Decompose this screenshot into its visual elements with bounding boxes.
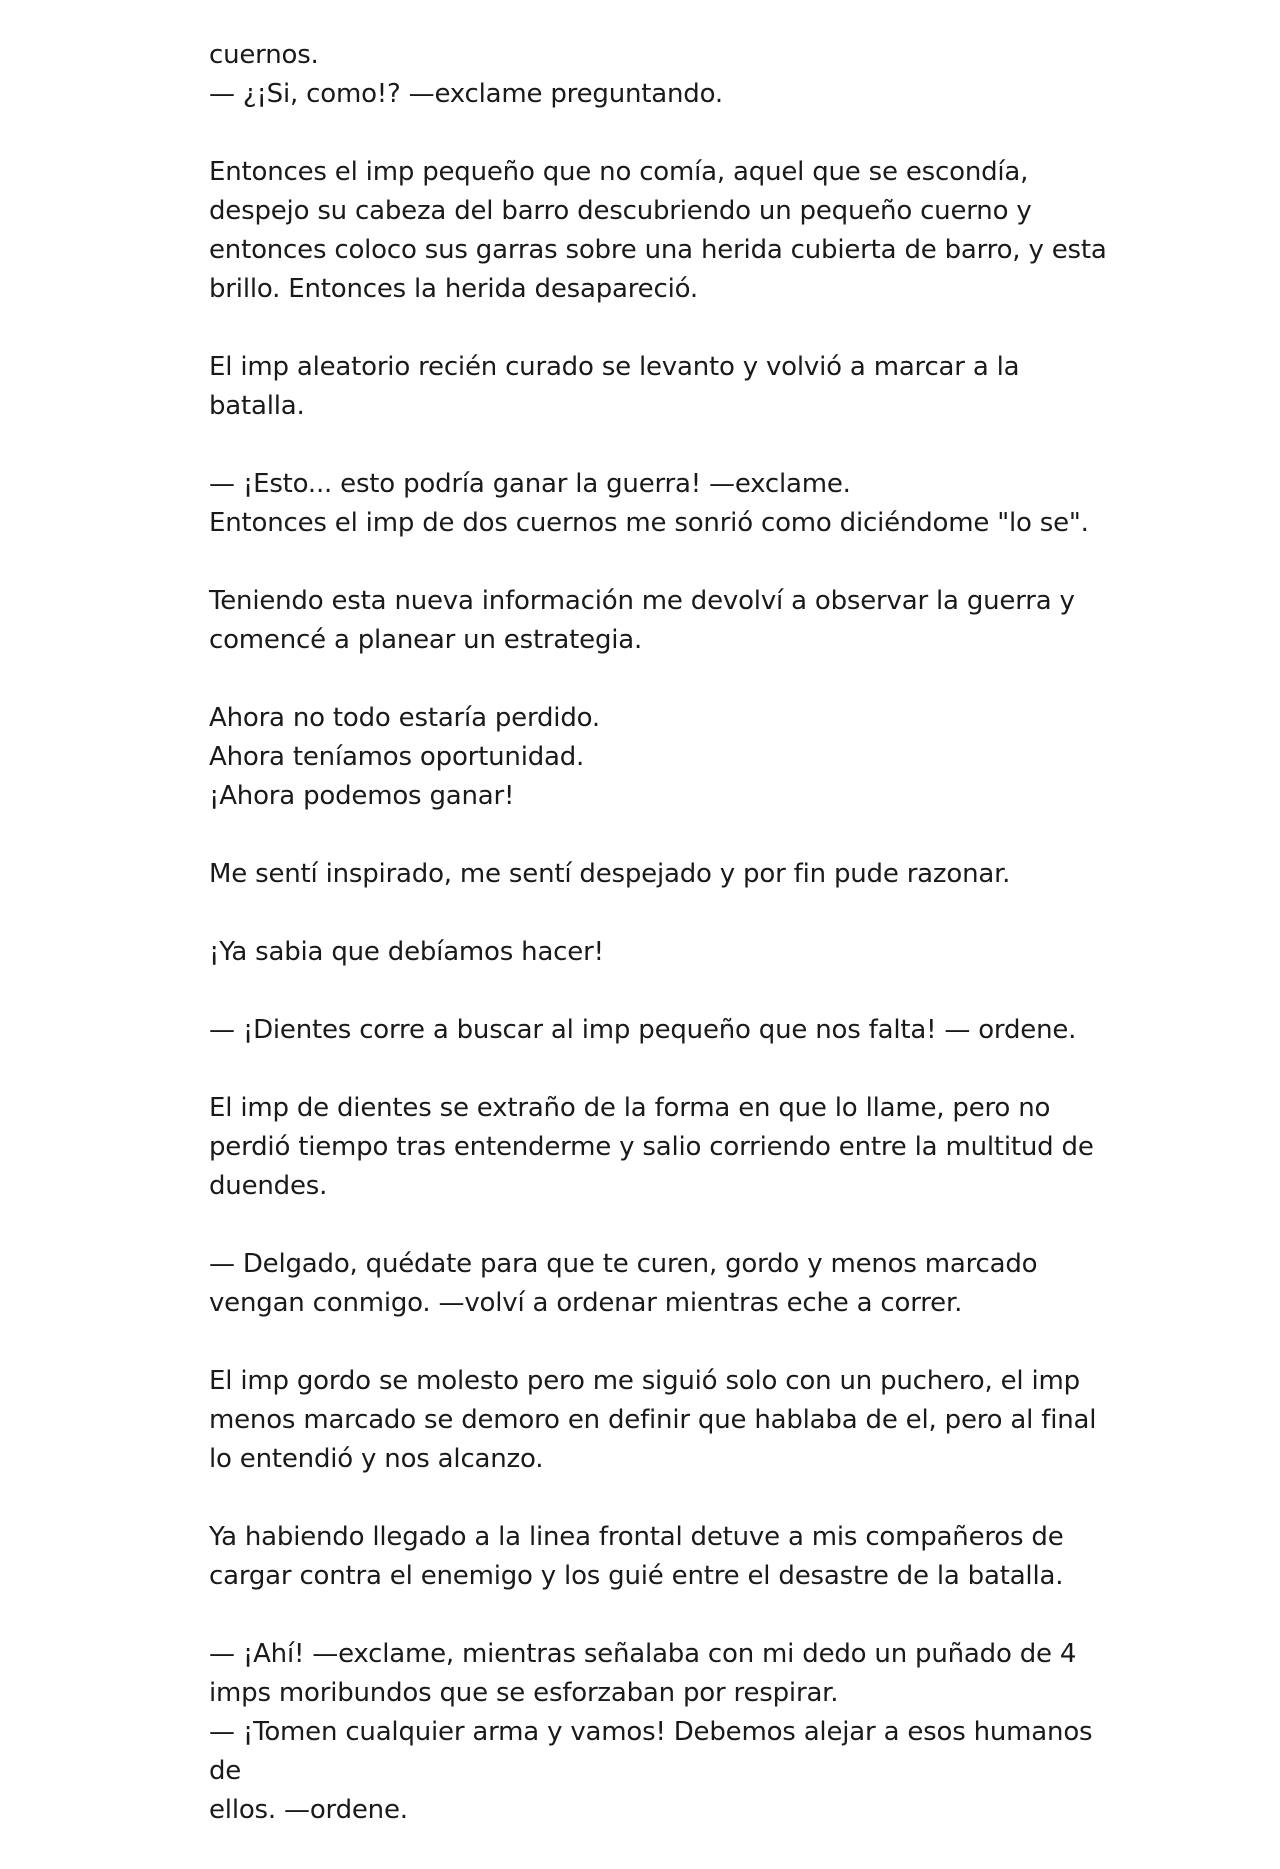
- text-line: Me sentí inspirado, me sentí despejado y por fin pude razonar.: [209, 859, 1011, 889]
- paragraph: [209, 1362, 1109, 1479]
- text-line: duendes.: [209, 1171, 328, 1201]
- text-line: ¡Ahora podemos ganar!: [209, 781, 515, 811]
- text-line: — Delgado, quédate para que te curen, gordo y menos marcado: [209, 1249, 1038, 1279]
- paragraph: [209, 855, 1109, 894]
- story-text: [209, 36, 1109, 1869]
- text-line: — ¿¡Si, como!? —exclame preguntando.: [209, 79, 723, 109]
- text-line: despejo su cabeza del barro descubriendo un pequeño cuerno y: [209, 196, 1032, 226]
- paragraph: [209, 1518, 1109, 1596]
- text-line: — ¡Tomen cualquier arma y vamos! Debemos alejar a esos humanos de: [209, 1717, 1093, 1786]
- text-line: Entonces el imp de dos cuernos me sonrió como diciéndome "lo se".: [209, 508, 1089, 538]
- paragraph: [209, 1245, 1109, 1323]
- text-line: — ¡Dientes corre a buscar al imp pequeño que nos falta! — ordene.: [209, 1015, 1077, 1045]
- text-line: — ¡Esto... esto podría ganar la guerra! —exclame.: [209, 469, 851, 499]
- paragraph: [209, 36, 1109, 114]
- paragraph: [209, 1089, 1109, 1206]
- paragraph: [209, 465, 1109, 543]
- text-line: imps moribundos que se esforzaban por respirar.: [209, 1678, 839, 1708]
- text-line: El imp de dientes se extraño de la forma en que lo llame, pero no: [209, 1093, 1051, 1123]
- text-line: ellos. —ordene.: [209, 1795, 408, 1825]
- text-line: Ya habiendo llegado a la linea frontal detuve a mis compañeros de: [209, 1522, 1064, 1552]
- text-line: ¡Ya sabia que debíamos hacer!: [209, 937, 604, 967]
- text-line: comencé a planear un estrategia.: [209, 625, 643, 655]
- text-line: Teniendo esta nueva información me devolví a observar la guerra y: [209, 586, 1075, 616]
- text-line: cuernos.: [209, 40, 319, 70]
- text-line: El imp aleatorio recién curado se levanto y volvió a marcar a la batalla.: [209, 352, 1020, 421]
- paragraph: [209, 348, 1109, 426]
- text-line: cargar contra el enemigo y los guié entre el desastre de la batalla.: [209, 1561, 1064, 1591]
- text-line: El imp gordo se molesto pero me siguió solo con un puchero, el imp: [209, 1366, 1080, 1396]
- paragraph: [209, 582, 1109, 660]
- text-line: vengan conmigo. —volví a ordenar mientras eche a correr.: [209, 1288, 963, 1318]
- paragraph: [209, 1011, 1109, 1050]
- text-line: Ahora no todo estaría perdido.: [209, 703, 600, 733]
- text-line: brillo. Entonces la herida desapareció.: [209, 274, 698, 304]
- paragraph: [209, 153, 1109, 309]
- paragraph: [209, 1635, 1109, 1830]
- text-line: menos marcado se demoro en definir que hablaba de el, pero al final: [209, 1405, 1097, 1435]
- paragraph: [209, 699, 1109, 816]
- text-line: entonces coloco sus garras sobre una herida cubierta de barro, y esta: [209, 235, 1107, 265]
- text-line: perdió tiempo tras entenderme y salio corriendo entre la multitud de: [209, 1132, 1094, 1162]
- text-line: Entonces el imp pequeño que no comía, aquel que se escondía,: [209, 157, 1029, 187]
- text-line: Ahora teníamos oportunidad.: [209, 742, 585, 772]
- text-line: — ¡Ahí! —exclame, mientras señalaba con mi dedo un puñado de 4: [209, 1639, 1077, 1669]
- text-line: lo entendió y nos alcanzo.: [209, 1444, 544, 1474]
- paragraph: [209, 933, 1109, 972]
